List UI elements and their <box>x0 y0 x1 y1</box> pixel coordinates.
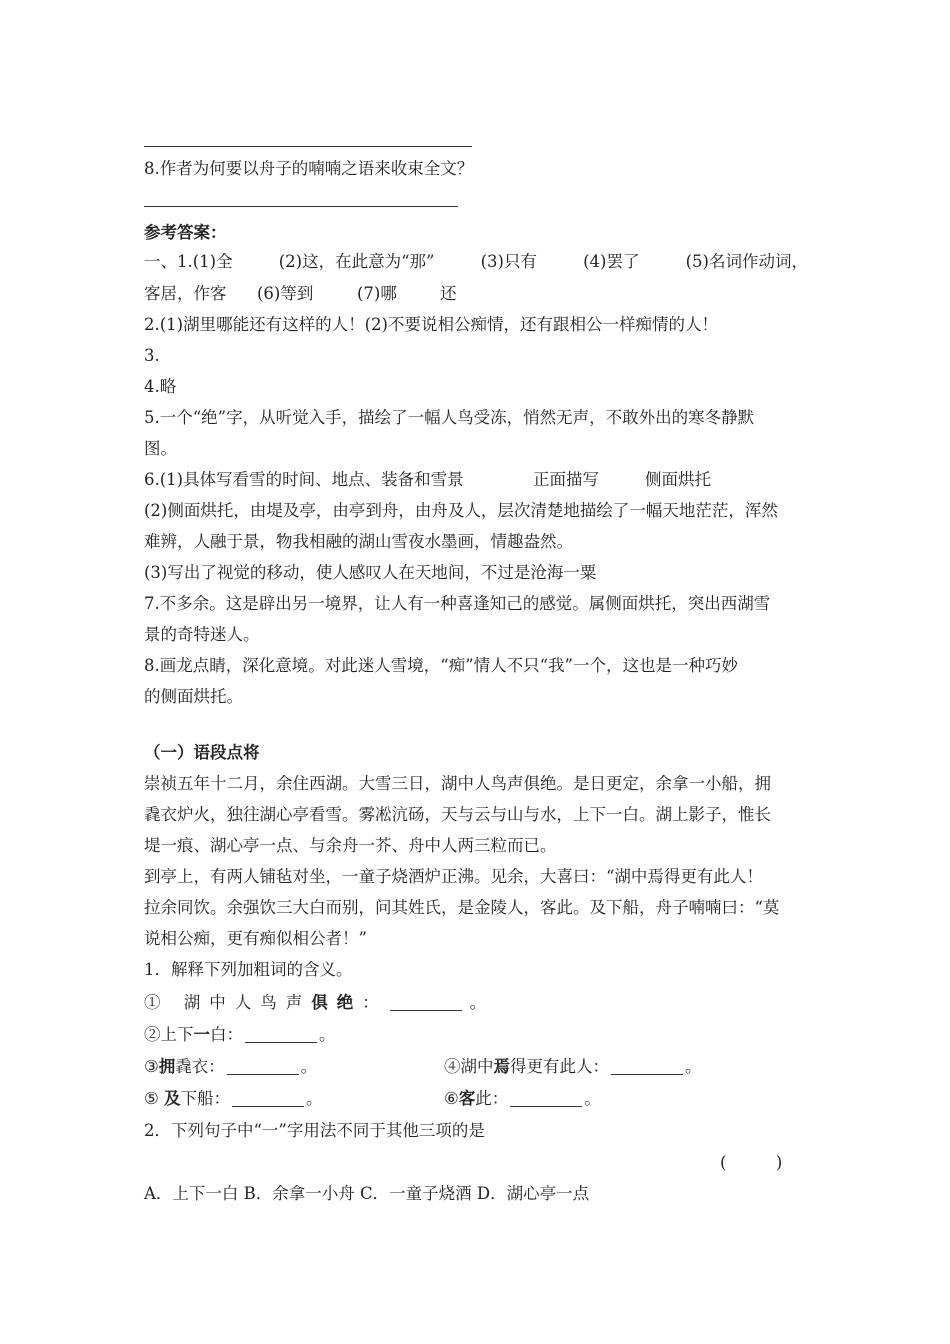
answer-blank[interactable] <box>232 1090 304 1107</box>
item-text: 。 <box>319 1025 336 1044</box>
answer-8-line-1: 8.画龙点睛，深化意境。对此迷人雪境，“痴”情人不只“我”一个，这也是一种巧妙 <box>144 656 738 675</box>
answer-5-line-2: 图。 <box>144 439 177 458</box>
item-text: ： <box>362 993 388 1012</box>
answer-blank[interactable] <box>510 1090 582 1107</box>
answer-text: 侧面烘托 <box>645 470 711 489</box>
question-1-item-2 <box>144 1024 336 1046</box>
answer-blank[interactable] <box>390 994 462 1011</box>
question-1-item-6 <box>444 1088 601 1110</box>
answer-blank-line <box>144 146 472 147</box>
section-heading: （一）语段点将 <box>144 743 260 762</box>
answer-blank-line <box>144 206 458 207</box>
item-text: ③ <box>144 1057 159 1076</box>
question-8: 8.作者为何要以舟子的喃喃之语来收束全文？ <box>144 159 474 178</box>
answer-text: 正面描写 <box>533 470 599 489</box>
answer-6-line-3: 难辨，人融于景，物我相融的湖山雪夜水墨画，情趣盎然。 <box>144 532 573 551</box>
item-text: ⑤ <box>144 1089 165 1108</box>
answer-1-line-2 <box>144 283 457 305</box>
item-text: ④湖中 <box>444 1057 494 1076</box>
passage-line: 说相公痴，更有痴似相公者！” <box>144 929 367 948</box>
answer-blank[interactable] <box>227 1058 299 1075</box>
item-text: 。 <box>469 993 487 1012</box>
answer-blank[interactable] <box>611 1058 683 1075</box>
item-text: 。 <box>306 1089 323 1108</box>
question-2-options: A．上下一白 B．余拿一小舟 C．一童子烧酒 D．湖心亭一点 <box>144 1184 590 1203</box>
answer-text: (7)哪 <box>357 284 397 303</box>
answer-text: (5)名词作动词， <box>685 252 808 271</box>
answer-text: 6.(1)具体写看雪的时间、地点、装备和雪景 <box>144 470 464 489</box>
answer-6-line-1 <box>144 469 711 491</box>
answer-7-line-2: 景的奇特迷人。 <box>144 625 260 644</box>
passage-line: 崇祯五年十二月，余住西湖。大雪三日，湖中人鸟声俱绝。是日更定，余拿一小船，拥 <box>144 774 771 793</box>
bold-word: 客 <box>458 1089 476 1108</box>
question-1: 1．解释下列加粗词的含义。 <box>144 960 353 979</box>
bold-word: 焉 <box>493 1057 510 1076</box>
answer-8-line-2: 的侧面烘托。 <box>144 687 243 706</box>
answer-3: 3. <box>144 346 160 365</box>
answer-4: 4.略 <box>144 377 177 396</box>
passage-line: 毳衣炉火，独往湖心亭看雪。雾凇沆砀，天与云与山与水，上下一白。湖上影子，惟长 <box>144 805 771 824</box>
answer-text: (3)只有 <box>480 252 537 271</box>
answer-1-line-1 <box>144 251 808 273</box>
answer-2: 2.(1)湖里哪能还有这样的人！(2)不要说相公痴情，还有跟相公一样痴情的人！ <box>144 315 718 334</box>
item-text: 此： <box>475 1089 509 1108</box>
answer-7-line-1: 7.不多余。这是辟出另一境界，让人有一种喜逢知己的感觉。属侧面烘托，突出西湖雪 <box>144 594 771 613</box>
answer-blank[interactable] <box>245 1026 317 1043</box>
item-text: 。 <box>685 1057 702 1076</box>
item-text: 。 <box>300 1057 318 1076</box>
passage-line: 拉余同饮。余强饮三大白而别，问其姓氏，是金陵人，客此。及下船，舟子喃喃曰：“莫 <box>144 898 780 917</box>
passage-line: 到亭上，有两人铺毡对坐，一童子烧酒炉正沸。见余，大喜曰：“湖中焉得更有此人！ <box>144 867 763 886</box>
item-text: 。 <box>584 1089 601 1108</box>
answers-heading: 参考答案： <box>144 223 227 242</box>
answer-text: (6)等到 <box>257 284 314 303</box>
item-text: 毳衣： <box>175 1057 225 1076</box>
item-text: ⑥ <box>444 1089 459 1108</box>
question-1-item-4 <box>444 1056 702 1078</box>
item-text: 下船： <box>180 1089 231 1108</box>
item-text: 白： <box>210 1025 243 1044</box>
bold-word: 拥 <box>158 1057 176 1076</box>
answer-text: 客居，作客 <box>144 284 227 303</box>
bold-word: 一 <box>193 1025 210 1044</box>
answer-text: 还 <box>440 284 457 303</box>
bold-word: 及 <box>164 1089 181 1108</box>
question-1-item-1 <box>144 992 486 1014</box>
answer-text: (2)这，在此意为“那” <box>278 252 435 271</box>
answer-parenthesis[interactable]: ( ) <box>720 1153 783 1172</box>
answer-6-line-4: (3)写出了视觉的移动，使人感叹人在天地间，不过是沧海一粟 <box>144 563 597 582</box>
question-2: 2．下列句子中“一”字用法不同于其他三项的是 <box>144 1121 485 1140</box>
item-text: ① 湖中人鸟声 <box>144 993 312 1012</box>
item-text: ②上下 <box>144 1025 194 1044</box>
passage-line: 堤一痕、湖心亭一点、与余舟一芥、舟中人两三粒而已。 <box>144 836 557 855</box>
answer-text: 一、1.(1)全 <box>144 252 233 271</box>
question-1-items-5-6 <box>144 1088 808 1110</box>
item-text: 得更有此人： <box>510 1057 609 1076</box>
question-1-items-3-4 <box>144 1056 808 1078</box>
bold-word: 俱绝 <box>311 993 363 1012</box>
answer-text: (4)罢了 <box>583 252 640 271</box>
answer-5-line-1: 5.一个“绝”字，从听觉入手，描绘了一幅人鸟受冻，悄然无声，不敢外出的寒冬静默 <box>144 408 755 427</box>
answer-6-line-2: (2)侧面烘托，由堤及亭，由亭到舟，由舟及人，层次清楚地描绘了一幅天地茫茫，浑然 <box>144 501 778 520</box>
